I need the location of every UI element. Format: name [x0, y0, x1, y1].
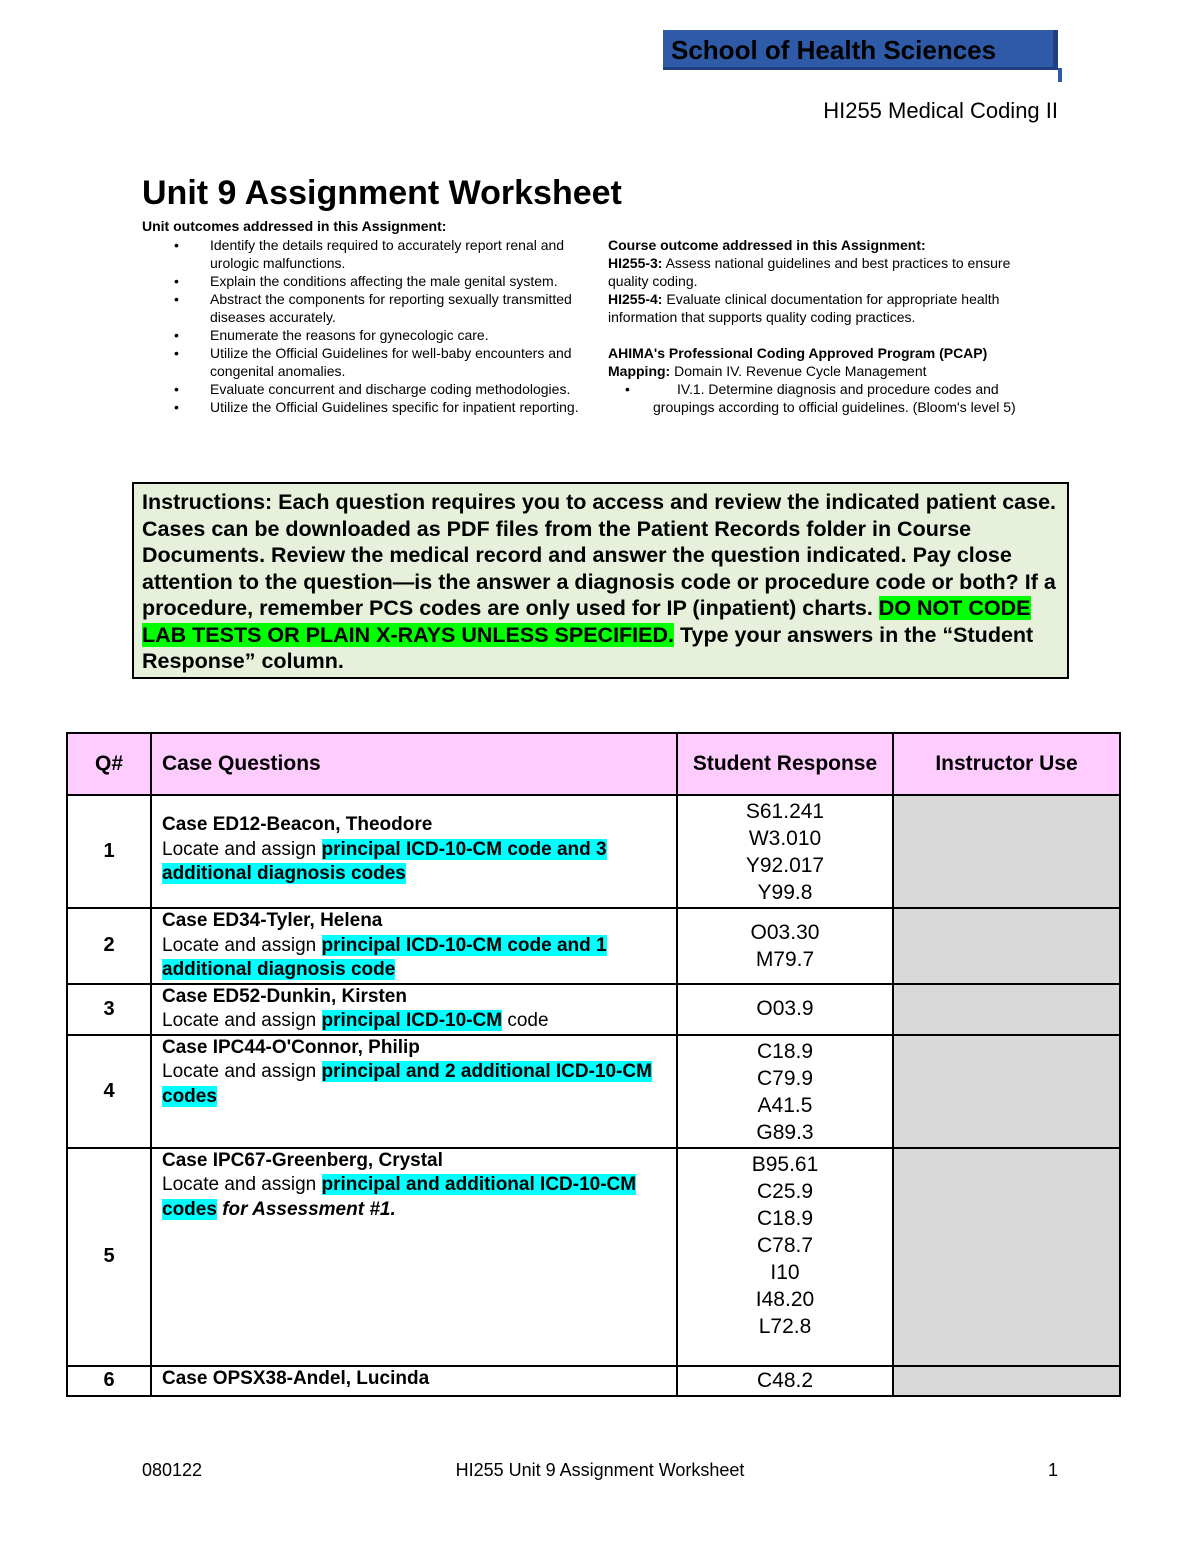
case-highlight: principal and additional ICD-10-CM codes	[162, 1174, 637, 1220]
header-student-response: Student Response	[677, 733, 893, 795]
case-questions-table	[66, 732, 1121, 1397]
table-header-row	[67, 733, 1120, 795]
mapping-item-text: IV.1. Determine diagnosis and procedure codes and groupings according to official guidelines. (Bloom's level 5)	[653, 381, 1016, 415]
case-lead: Locate and assign	[162, 1010, 317, 1031]
question-number: 4	[67, 1035, 151, 1148]
response-code: C18.9	[756, 1206, 814, 1230]
case-highlight: principal and 2 additional ICD-10-CM codes	[162, 1061, 652, 1107]
response-code: C48.2	[756, 1368, 814, 1392]
response-code: S61.241	[745, 800, 825, 823]
case-highlight: principal ICD-10-CM code and 3 additional diagnosis codes	[162, 838, 607, 884]
unit-outcome-item: • Utilize the Official Guidelines specific for inpatient reporting.	[142, 398, 587, 416]
question-number: 1	[67, 795, 151, 908]
response-code: O03.9	[756, 997, 814, 1020]
course-outcomes-label: Course outcome addressed in this Assignment:	[608, 237, 926, 253]
instructor-use-cell	[893, 1366, 1120, 1396]
question-number: 3	[67, 984, 151, 1035]
header-instructor-use: Instructor Use	[893, 733, 1120, 795]
response-code: I10	[770, 1260, 800, 1284]
student-response[interactable]	[677, 1148, 893, 1366]
case-name: Case ED12-Beacon, Theodore	[162, 814, 433, 835]
unit-outcomes-list	[142, 236, 587, 416]
instructions-after: Type your answers in the “Student Response” column.	[142, 622, 1034, 673]
instructor-use-cell	[893, 795, 1120, 908]
case-name: Case IPC67-Greenberg, Crystal	[162, 1149, 443, 1171]
response-code: C79.9	[756, 1066, 814, 1090]
outcome-text: Evaluate clinical documentation for appropriate health information that supports quality coding practices.	[608, 291, 1000, 325]
unit-outcomes-label: Unit outcomes addressed in this Assignment:	[142, 218, 447, 234]
response-code: Y99.8	[757, 881, 813, 904]
case-lead: Locate and assign	[162, 934, 317, 956]
instructions-text: Instructions: Each question requires you to access and review the indicated patient case. Cases can be downloaded as PDF files from the Patient Records folder in Course Documents. Review the medical record and answer the question indicated. Pay close attention to the question—is the answer a diagnosis code or procedure code or both? If a procedure, remember PCS codes are only used for IP (inpatient) charts.	[142, 490, 1057, 620]
footer-date-code: 080122	[142, 1460, 203, 1480]
student-response[interactable]	[677, 984, 893, 1035]
response-code: Y92.017	[745, 854, 825, 877]
question-number: 5	[67, 1148, 151, 1366]
response-code: C18.9	[756, 1039, 814, 1063]
case-question	[151, 795, 677, 908]
response-code: O03.30	[750, 921, 820, 944]
case-highlight: principal ICD-10-CM	[321, 1010, 503, 1031]
pcap-title: AHIMA's Professional Coding Approved Program (PCAP)	[608, 345, 988, 361]
question-number: 2	[67, 908, 151, 984]
case-lead: Locate and assign	[162, 1174, 317, 1195]
question-number: 6	[67, 1366, 151, 1396]
unit-outcome-item: • Utilize the Official Guidelines for well-baby encounters and congenital anomalies.	[142, 344, 587, 380]
case-name: Case ED34-Tyler, Helena	[162, 910, 383, 931]
case-tail: code	[507, 1010, 549, 1031]
header-q: Q#	[67, 733, 151, 795]
case-question	[151, 1035, 677, 1148]
response-code: B95.61	[751, 1152, 819, 1176]
instructions-warning: DO NOT CODE LAB TESTS OR PLAIN X-RAYS UNLESS SPECIFIED.	[142, 596, 1031, 647]
case-highlight: principal ICD-10-CM code and 1 additional diagnosis code	[162, 934, 607, 980]
student-response[interactable]	[677, 908, 893, 984]
case-question	[151, 1148, 677, 1366]
student-response[interactable]	[677, 795, 893, 908]
unit-outcome-item: • Enumerate the reasons for gynecologic care.	[142, 326, 587, 344]
instructor-use-cell	[893, 1148, 1120, 1366]
instructor-use-cell	[893, 1035, 1120, 1148]
school-banner: School of Health Sciences	[663, 30, 1058, 70]
response-code: G89.3	[756, 1120, 814, 1144]
response-code: L72.8	[758, 1314, 812, 1338]
response-code: A41.5	[757, 1093, 813, 1117]
mapping-text: Domain IV. Revenue Cycle Management	[674, 363, 927, 379]
footer-page-number: 1	[1047, 1460, 1058, 1480]
table-row	[67, 1035, 1120, 1148]
case-question	[151, 1366, 677, 1396]
header-case-questions: Case Questions	[151, 733, 677, 795]
table-row	[67, 795, 1120, 908]
outcome-code: HI255-4:	[608, 291, 663, 307]
response-code: I48.20	[755, 1287, 815, 1311]
table-row	[67, 1366, 1120, 1396]
response-code: W3.010	[748, 827, 822, 850]
case-name: Case IPC44-O'Connor, Philip	[162, 1036, 420, 1058]
case-name: Case OPSX38-Andel, Lucinda	[162, 1367, 430, 1389]
mapping-label: Mapping:	[608, 363, 671, 379]
course-title: HI255 Medical Coding II	[823, 98, 1058, 123]
course-outcomes	[608, 236, 1053, 416]
unit-outcome-item: • Identify the details required to accurately report renal and urologic malfunctions.	[142, 236, 587, 272]
student-response[interactable]	[677, 1035, 893, 1148]
mapping-item	[608, 380, 1053, 416]
table-row	[67, 1148, 1120, 1366]
case-italic-note: for Assessment #1.	[222, 1198, 396, 1220]
response-code: C25.9	[756, 1179, 814, 1203]
student-response[interactable]	[677, 1366, 893, 1396]
outcome-code: HI255-3:	[608, 255, 663, 271]
case-lead: Locate and assign	[162, 838, 317, 860]
case-lead: Locate and assign	[162, 1061, 317, 1082]
page-title: Unit 9 Assignment Worksheet	[142, 174, 622, 212]
response-code: C78.7	[756, 1233, 814, 1257]
unit-outcome-item: • Evaluate concurrent and discharge coding methodologies.	[142, 380, 587, 398]
table-row	[67, 984, 1120, 1035]
instructor-use-cell	[893, 908, 1120, 984]
footer-doc-title: HI255 Unit 9 Assignment Worksheet	[455, 1460, 745, 1480]
banner-accent	[1058, 68, 1062, 82]
unit-outcome-item: • Abstract the components for reporting sexually transmitted diseases accurately.	[142, 290, 587, 326]
case-name: Case ED52-Dunkin, Kirsten	[162, 985, 407, 1007]
case-question	[151, 908, 677, 984]
unit-outcome-item: • Explain the conditions affecting the male genital system.	[142, 272, 587, 290]
instructions-box	[132, 482, 1069, 679]
instructor-use-cell	[893, 984, 1120, 1035]
response-code: M79.7	[755, 948, 815, 971]
table-row	[67, 908, 1120, 984]
outcome-text: Assess national guidelines and best practices to ensure quality coding.	[608, 255, 1011, 289]
case-question	[151, 984, 677, 1035]
